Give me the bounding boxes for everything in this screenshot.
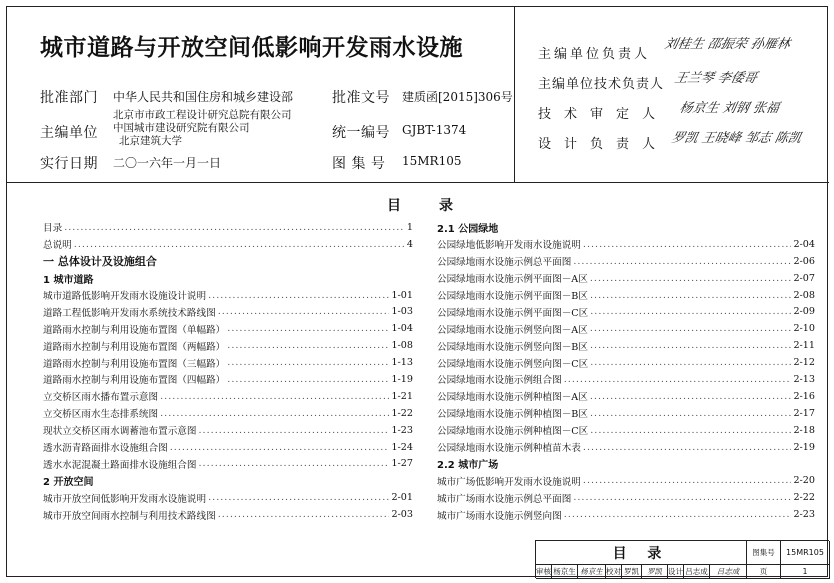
toc-section-heading [43, 472, 413, 489]
toc-leader-dots [564, 509, 792, 520]
toc-entry [437, 439, 815, 456]
toc-entry [43, 287, 413, 304]
toc-entry [437, 320, 815, 337]
atlas-no-cell-label: 图集号 [747, 541, 781, 565]
approval-dept-label: 批准部门 [40, 90, 98, 106]
toc-entry-title: 1 城市道路 [43, 274, 94, 286]
editor-3: 北京建筑大学 [119, 135, 182, 147]
editor-1: 北京市市政工程设计研究总院有限公司 [113, 109, 292, 121]
toc-entry-page: 2-09 [793, 306, 815, 318]
header-info [7, 7, 514, 183]
toc-entry-title: 公园绿地雨水设施示例平面图－A区 [437, 274, 588, 286]
toc-entry-page: 2-07 [793, 272, 815, 284]
designer-signature: 吕志成 [710, 565, 747, 579]
toc-heading-left: 目 [387, 198, 401, 214]
toc-entry-title: 道路雨水控制与利用设施布置图（两幅路） [43, 341, 226, 353]
toc-entry [437, 337, 815, 354]
toc-entry-page: 2-19 [793, 441, 815, 453]
toc-entry-title: 公园绿地雨水设施示例种植苗木表 [437, 443, 581, 455]
role-tech-review: 技术审定人 [538, 107, 669, 122]
implement-date: 二〇一六年一月一日 [113, 156, 222, 170]
toc-leader-dots [583, 475, 792, 486]
toc-entry-title: 目录 [43, 223, 63, 235]
toc-entry [43, 371, 413, 388]
title-block [535, 540, 829, 578]
unified-no: GJBT-1374 [402, 123, 467, 137]
toc-entry-title: 2.2 城市广场 [437, 460, 499, 472]
toc-entry-page: 2-08 [793, 289, 815, 301]
checker-name: 罗凯 [622, 565, 642, 579]
toc-entry-title: 公园绿地雨水设施示例种植图－A区 [437, 392, 588, 404]
atlas-no-cell-value: 15MR105 [781, 541, 830, 565]
toc-entry-title: 总说明 [43, 240, 72, 252]
toc-leader-dots [160, 408, 389, 419]
signature-design-chief: 罗凯 王晓峰 邹志 陈凯 [669, 131, 803, 146]
atlas-title: 城市道路与开放空间低影响开发雨水设施 [40, 35, 463, 61]
toc-leader-dots [208, 290, 389, 301]
toc-entry-page: 1-19 [391, 373, 413, 385]
toc-entry-title: 公园绿地雨水设施示例竖向图－A区 [437, 324, 588, 336]
toc-entry [43, 320, 413, 337]
approval-dept: 中华人民共和国住房和城乡建设部 [113, 90, 294, 104]
toc-leader-dots [170, 442, 390, 453]
checker-signature: 罗凯 [642, 565, 668, 579]
toc-entry-title: 公园绿地雨水设施示例平面图－B区 [437, 291, 588, 302]
toc-entry-title: 道路雨水控制与利用设施布置图（单幅路） [43, 324, 226, 336]
toc-entry-title: 现状立交桥区雨水调蓄池布置示意图 [43, 426, 197, 438]
toc-entry [437, 489, 815, 506]
design-label: 设计 [668, 565, 684, 579]
signature-chief-editor: 刘桂生 邵振荣 孙雁林 [662, 37, 792, 52]
toc-entry-page: 2-01 [391, 492, 413, 504]
toc-entry [43, 405, 413, 422]
toc-entry [437, 236, 815, 253]
toc-leader-dots [583, 239, 792, 250]
toc-entry [43, 337, 413, 354]
approval-doc: 建质函[2015]306号 [402, 90, 513, 104]
reviewer-signature: 杨京生 [578, 565, 606, 579]
toc-entry [437, 270, 815, 287]
toc-leader-dots [74, 239, 405, 250]
toc-leader-dots [590, 290, 791, 301]
toc-entry-page: 1-24 [391, 441, 413, 453]
toc-leader-dots [208, 492, 389, 503]
toc-entry-title: 城市道路低影响开发雨水设施设计说明 [43, 291, 207, 302]
approval-doc-label: 批准文号 [332, 90, 390, 106]
atlas-no-label: 图 集 号 [332, 156, 386, 172]
toc-entry [43, 422, 413, 439]
toc-entry-page: 2-04 [793, 238, 815, 250]
toc-entry-title: 城市广场雨水设施示例竖向图 [437, 510, 562, 522]
toc-entry-page: 1-27 [391, 458, 413, 470]
toc-entry-page: 2-11 [793, 340, 815, 352]
toc-leader-dots [583, 442, 792, 453]
toc-section-heading [437, 219, 815, 236]
toc-section-heading [43, 253, 413, 270]
atlas-no: 15MR105 [402, 154, 462, 168]
signature-tech-review: 杨京生 刘钢 张福 [677, 101, 781, 116]
toc-leader-dots [590, 306, 791, 317]
toc-entry-title: 透水沥青路面排水设施组合图 [43, 443, 168, 455]
toc-entry-title: 立交桥区雨水播布置示意图 [43, 392, 159, 404]
toc-heading-right: 录 [439, 198, 453, 214]
toc-entry-page: 2-12 [793, 357, 815, 369]
toc-entry [43, 354, 413, 371]
toc-entry [437, 422, 815, 439]
toc-entry [43, 506, 413, 523]
unified-no-label: 统一编号 [332, 125, 390, 141]
toc-entry-page: 1-01 [391, 289, 413, 301]
drawing-sheet [6, 6, 828, 577]
signature-tech-chief: 王兰琴 李倭哥 [672, 71, 759, 86]
toc-entry [43, 303, 413, 320]
toc-entry-title: 公园绿地雨水设施示例种植图－B区 [437, 409, 588, 421]
toc-entry-title: 城市开放空间雨水控制与利用技术路线图 [43, 510, 216, 522]
toc-column-left [43, 219, 413, 523]
responsibility-block [514, 7, 829, 183]
toc-leader-dots [590, 323, 792, 334]
toc-entry-title: 立交桥区雨水生态排系统图 [43, 409, 159, 421]
header-block [7, 7, 829, 183]
toc-entry [437, 253, 815, 270]
toc-entry-page: 1 [406, 221, 413, 233]
toc-entry-title: 道路雨水控制与利用设施布置图（三幅路） [43, 358, 226, 370]
toc-entry-page: 2-17 [793, 407, 815, 419]
toc-entry [43, 439, 413, 456]
page-number: 1 [781, 565, 830, 579]
toc-entry-title: 公园绿地雨水设施示例竖向图－C区 [437, 358, 589, 370]
toc-entry-title: 公园绿地低影响开发雨水设施说明 [437, 240, 581, 252]
toc-entry-title: 公园绿地雨水设施示例种植图－C区 [437, 426, 589, 438]
toc-entry-page: 2-23 [793, 509, 815, 521]
toc-section-heading [437, 455, 815, 472]
toc-leader-dots [227, 340, 389, 351]
toc-leader-dots [227, 323, 389, 334]
toc-section-heading [43, 270, 413, 287]
page-label: 页 [747, 565, 781, 579]
editor-label: 主编单位 [40, 125, 98, 141]
toc-leader-dots [227, 374, 389, 385]
toc-entry-title: 公园绿地雨水设施示例平面图－C区 [437, 307, 589, 319]
date-label: 实行日期 [40, 156, 98, 172]
toc-entry [437, 354, 815, 371]
toc-entry [437, 303, 815, 320]
designer-name: 吕志成 [684, 565, 710, 579]
toc-entry-page: 1-21 [391, 390, 413, 402]
toc-leader-dots [573, 492, 791, 503]
role-tech-chief: 主编单位技术负责人 [538, 77, 665, 92]
toc-entry [437, 405, 815, 422]
toc-entry-title: 道路工程低影响开发雨水系统技术路线图 [43, 307, 216, 319]
reviewer-name: 杨京生 [552, 565, 578, 579]
toc-entry-title: 一 总体设计及设施组合 [43, 255, 157, 269]
toc-leader-dots [199, 458, 390, 469]
toc-entry [43, 236, 413, 253]
toc-entry-page: 2-13 [793, 373, 815, 385]
toc-leader-dots [590, 391, 792, 402]
toc-entry-title: 城市广场低影响开发雨水设施说明 [437, 476, 581, 488]
toc-entry-title: 道路雨水控制与利用设施布置图（四幅路） [43, 375, 226, 387]
review-label: 审核 [536, 565, 552, 579]
toc-entry [43, 489, 413, 506]
toc-entry-page: 1-08 [391, 340, 413, 352]
toc-entry-title: 2.1 公园绿地 [437, 223, 499, 235]
toc-leader-dots [590, 340, 791, 351]
toc-entry [437, 287, 815, 304]
toc-entry [437, 388, 815, 405]
role-chief-editor: 主编单位负责人 [538, 47, 651, 62]
toc-leader-dots [64, 222, 405, 233]
toc-leader-dots [590, 425, 791, 436]
toc-leader-dots [199, 425, 390, 436]
toc-entry-title: 公园绿地雨水设施示例竖向图－B区 [437, 341, 588, 353]
toc-leader-dots [227, 357, 389, 368]
toc-entry-title: 2 开放空间 [43, 477, 94, 489]
toc-leader-dots [218, 306, 390, 317]
title-block-title: 目 录 [536, 541, 747, 565]
toc-entry [437, 472, 815, 489]
toc-entry-page: 2-20 [793, 475, 815, 487]
toc-entry-page: 4 [406, 238, 413, 250]
role-design-chief: 设计负责人 [538, 137, 669, 152]
toc-leader-dots [564, 374, 792, 385]
toc-entry [43, 219, 413, 236]
toc-entry-title: 透水水泥混凝土路面排水设施组合图 [43, 459, 197, 471]
toc-entry-page: 2-10 [793, 323, 815, 335]
toc-entry-title: 公园绿地雨水设施示例组合图 [437, 375, 562, 387]
toc-leader-dots [218, 509, 390, 520]
toc-leader-dots [590, 408, 791, 419]
editor-2: 中国城市建设研究院有限公司 [113, 122, 250, 134]
toc-entry [437, 506, 815, 523]
toc-leader-dots [590, 273, 792, 284]
toc-entry-page: 2-22 [793, 492, 815, 504]
toc-entry-page: 2-03 [391, 509, 413, 521]
toc-entry-page: 2-16 [793, 390, 815, 402]
toc-entry [43, 388, 413, 405]
toc-entry-page: 2-18 [793, 424, 815, 436]
toc-entry-title: 公园绿地雨水设施示例总平面图 [437, 257, 572, 269]
toc-entry-page: 1-22 [391, 407, 413, 419]
toc-entry-title: 城市广场雨水设施示例总平面图 [437, 493, 572, 505]
toc-entry-page: 1-13 [391, 357, 413, 369]
toc-entry [437, 371, 815, 388]
check-label: 校对 [606, 565, 622, 579]
toc-entry-page: 1-23 [391, 424, 413, 436]
toc-leader-dots [590, 357, 791, 368]
toc-entry-page: 1-03 [391, 306, 413, 318]
toc-leader-dots [573, 256, 791, 267]
toc-entry-title: 城市开放空间低影响开发雨水设施说明 [43, 493, 207, 505]
toc-leader-dots [160, 391, 389, 402]
toc-entry-page: 1-04 [391, 323, 413, 335]
toc-column-right [437, 219, 815, 523]
toc-entry-page: 2-06 [793, 255, 815, 267]
toc-entry [43, 455, 413, 472]
